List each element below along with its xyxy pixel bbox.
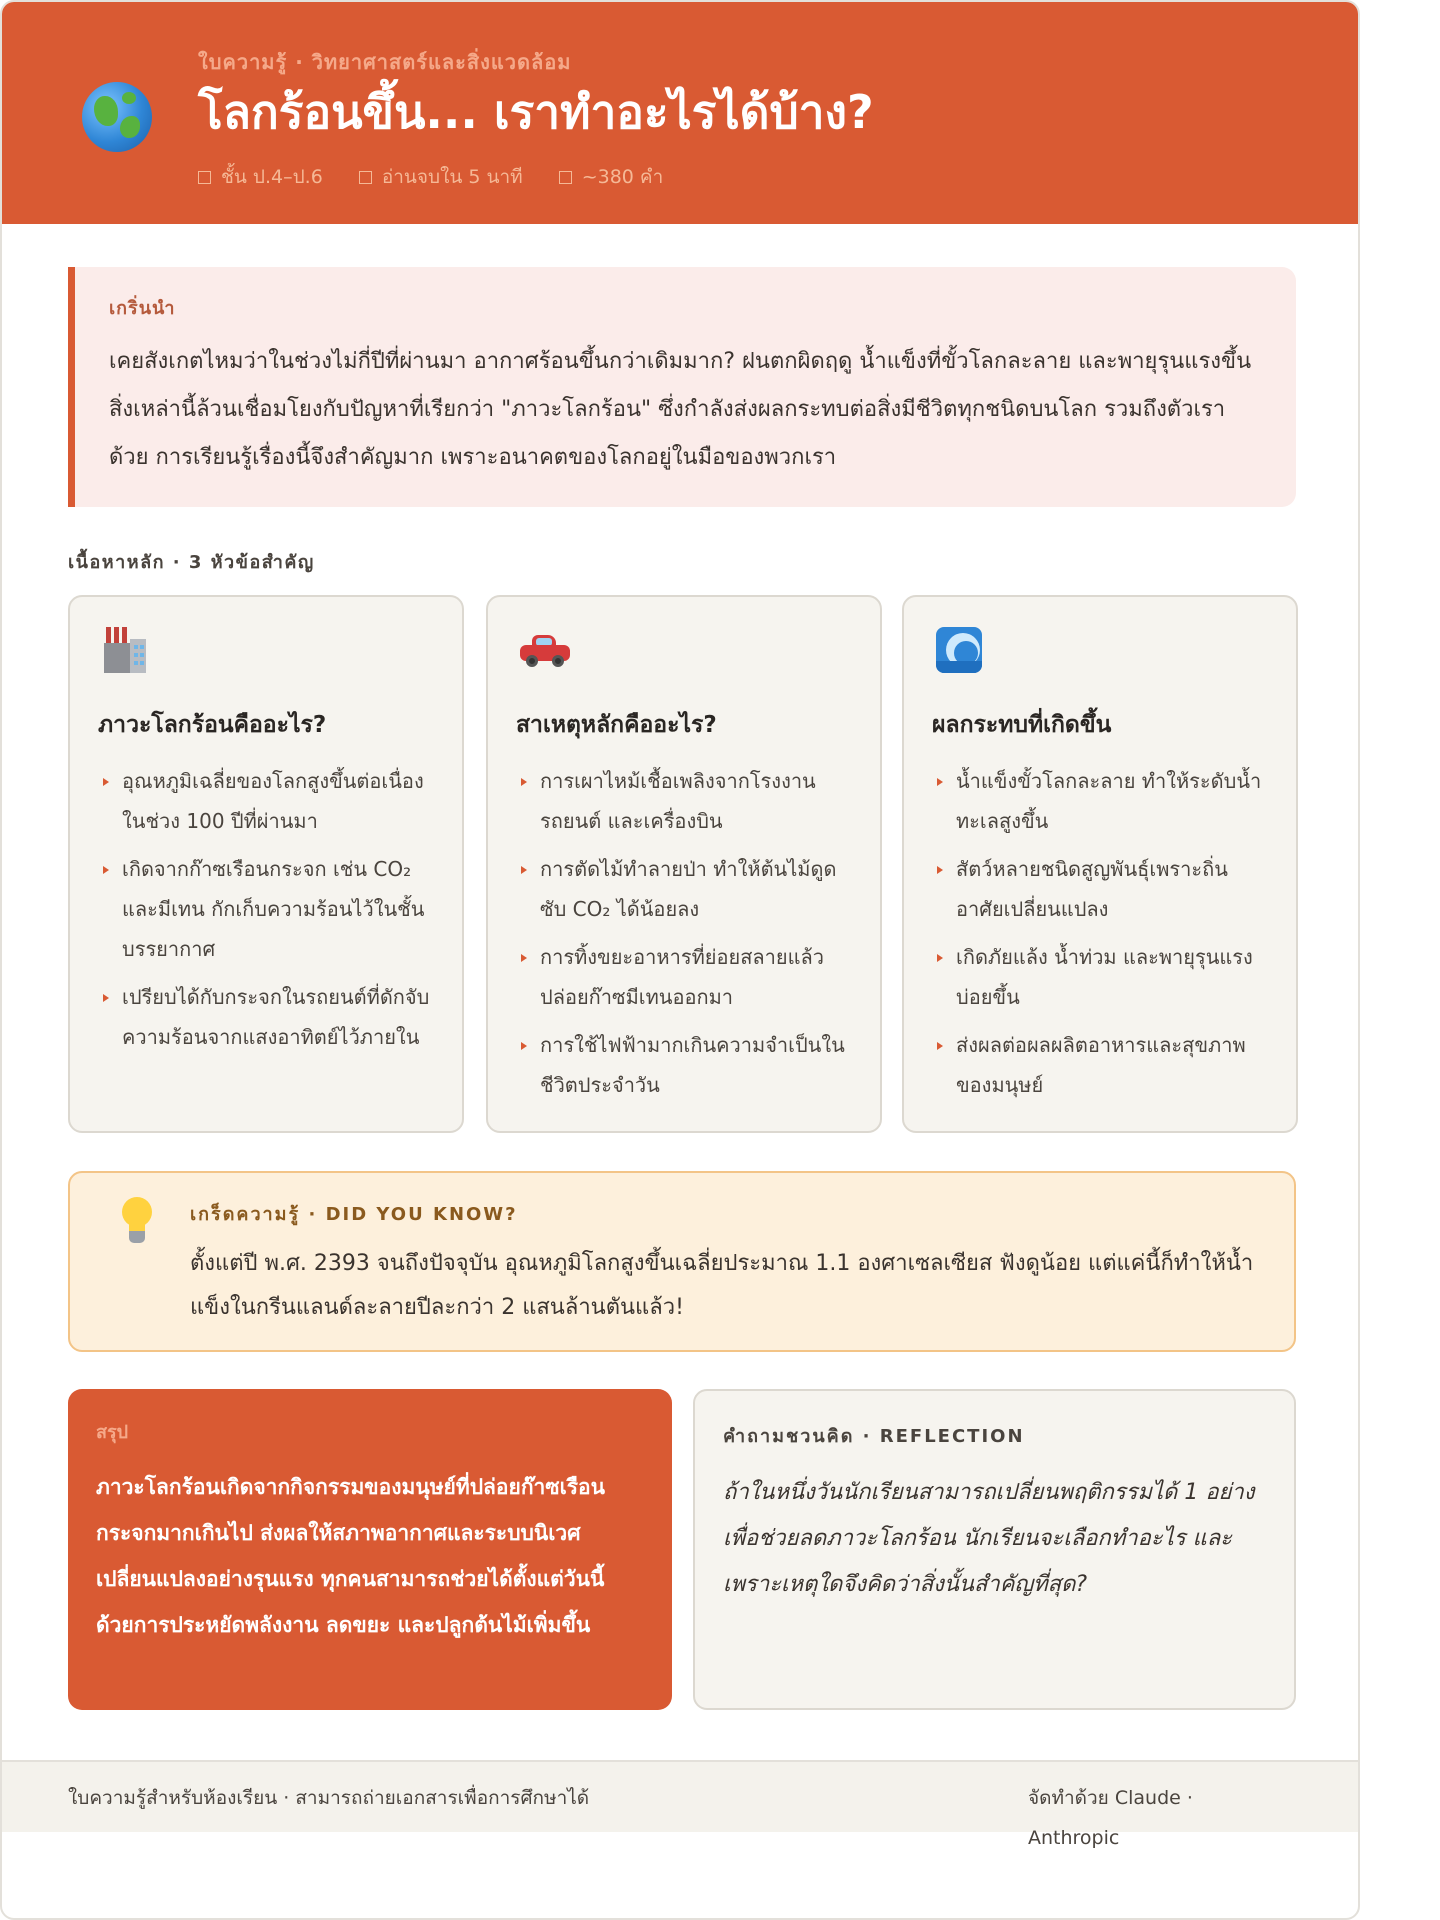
list-item: ส่งผลต่อผลผลิตอาหารและสุขภาพของมนุษย์ bbox=[932, 1025, 1268, 1105]
intro-text: เคยสังเกตไหมว่าในช่วงไม่กี่ปีที่ผ่านมา อากาศร้อนขึ้นกว่าเดิมมาก? ฝนตกผิดฤดู น้ำแข็งที่ขั้วโลกละลาย และพายุรุนแรงขึ้น สิ่งเหล่านี้ล้วนเชื่อมโยงกับปัญหาที่เรียกว่า "ภาวะโลกร้อน" ซึ่งกำลังส่งผลกระทบต่อสิ่งมีชีวิตทุกชนิดบนโลก รวมถึงตัวเราด้วย การเรียนรู้เรื่องนี้จึงสำคัญมาก เพราะอนาคตของโลกอยู่ในมือของพวกเรา bbox=[109, 349, 1252, 470]
reflection-text: ถ้าในหนึ่งวันนักเรียนสามารถเปลี่ยนพฤติกรรมได้ 1 อย่าง เพื่อช่วยลดภาวะโลกร้อน นักเรียนจะเลือกทำอะไร และเพราะเหตุใดจึงคิดว่าสิ่งนั้นสำคัญที่สุด? bbox=[723, 1480, 1255, 1597]
list-item: การตัดไม้ทำลายป่า ทำให้ต้นไม้ดูดซับ CO₂ ได้น้อยลง bbox=[516, 849, 852, 929]
list-item: เปรียบได้กับกระจกในรถยนต์ที่ดักจับความร้อนจากแสงอาทิตย์ไว้ภายใน bbox=[98, 977, 434, 1057]
list-item: สัตว์หลายชนิดสูญพันธุ์เพราะถิ่นอาศัยเปลี่ยนแปลง bbox=[932, 849, 1268, 929]
did-you-know-text: ตั้งแต่ปี พ.ศ. 2393 จนถึงปัจจุบัน อุณหภูมิโลกสูงขึ้นเฉลี่ยประมาณ 1.1 องศาเซลเซียส ฟังดูน้อย แต่แค่นี้ก็ทำให้น้ำแข็งในกรีนแลนด์ละลายปีละกว่า 2 แสนล้านตันแล้ว! bbox=[190, 1251, 1254, 1320]
factory-icon bbox=[102, 627, 148, 673]
box-icon bbox=[359, 171, 372, 184]
card-what-is bbox=[68, 595, 464, 1133]
card-impacts bbox=[902, 595, 1298, 1133]
reflection-label: คำถามชวนคิด · REFLECTION bbox=[723, 1426, 1025, 1447]
summary-label: สรุป bbox=[96, 1422, 129, 1443]
section-label: เนื้อหาหลัก · 3 หัวข้อสำคัญ bbox=[68, 552, 315, 573]
did-you-know-box bbox=[68, 1171, 1296, 1352]
meta-read-time bbox=[359, 162, 523, 192]
meta-word-count-text: ~380 คำ bbox=[581, 166, 664, 188]
list-item: การใช้ไฟฟ้ามากเกินความจำเป็นในชีวิตประจำวัน bbox=[516, 1025, 852, 1105]
box-icon bbox=[198, 171, 211, 184]
summary-text: ภาวะโลกร้อนเกิดจากกิจกรรมของมนุษย์ที่ปล่อยก๊าซเรือนกระจกมากเกินไป ส่งผลให้สภาพอากาศและระบบนิเวศเปลี่ยนแปลงอย่างรุนแรง ทุกคนสามารถช่วยได้ตั้งแต่วันนี้ ด้วยการประหยัดพลังงาน ลดขยะ และปลูกต้นไม้เพิ่มขึ้น bbox=[96, 1475, 606, 1637]
footer bbox=[2, 1760, 1358, 1849]
list-item: เกิดจากก๊าซเรือนกระจก เช่น CO₂ และมีเทน กักเก็บความร้อนไว้ในชั้นบรรยากาศ bbox=[98, 849, 434, 969]
intro-box bbox=[68, 267, 1296, 507]
list-item: อุณหภูมิเฉลี่ยของโลกสูงขึ้นต่อเนื่องในช่วง 100 ปีที่ผ่านมา bbox=[98, 761, 434, 841]
box-icon bbox=[559, 171, 572, 184]
card-causes bbox=[486, 595, 882, 1133]
car-icon bbox=[520, 633, 570, 669]
did-you-know-label: เกร็ดความรู้ · DID YOU KNOW? bbox=[190, 1204, 518, 1225]
header-meta bbox=[198, 162, 663, 192]
meta-read-time-text: อ่านจบใน 5 นาที bbox=[381, 166, 523, 188]
card-list bbox=[98, 761, 434, 1057]
intro-label: เกริ่นนำ bbox=[109, 298, 176, 319]
card-title: ผลกระทบที่เกิดขึ้น bbox=[932, 712, 1112, 738]
card-list bbox=[932, 761, 1268, 1105]
header-banner bbox=[2, 2, 1358, 224]
meta-grade bbox=[198, 162, 323, 192]
meta-word-count bbox=[559, 162, 664, 192]
wave-icon bbox=[936, 627, 982, 673]
card-title: สาเหตุหลักคืออะไร? bbox=[516, 712, 717, 738]
card-title: ภาวะโลกร้อนคืออะไร? bbox=[98, 712, 327, 738]
list-item: เกิดภัยแล้ง น้ำท่วม และพายุรุนแรงบ่อยขึ้น bbox=[932, 937, 1268, 1017]
reflection-box bbox=[693, 1389, 1296, 1710]
page-title: โลกร้อนขึ้น... เราทำอะไรได้บ้าง? bbox=[198, 85, 874, 139]
summary-box bbox=[68, 1389, 672, 1710]
footer-credit: จัดทำด้วย Claude · Anthropic bbox=[1028, 1787, 1193, 1849]
footer-note: ใบความรู้สำหรับห้องเรียน · สามารถถ่ายเอกสารเพื่อการศึกษาได้ bbox=[68, 1787, 590, 1809]
lightbulb-icon bbox=[120, 1197, 154, 1247]
list-item: น้ำแข็งขั้วโลกละลาย ทำให้ระดับน้ำทะเลสูงขึ้น bbox=[932, 761, 1268, 841]
meta-grade-text: ชั้น ป.4–ป.6 bbox=[221, 166, 323, 188]
list-item: การทิ้งขยะอาหารที่ย่อยสลายแล้วปล่อยก๊าซมีเทนออกมา bbox=[516, 937, 852, 1017]
globe-icon bbox=[82, 82, 152, 152]
list-item: การเผาไหม้เชื้อเพลิงจากโรงงาน รถยนต์ และเครื่องบิน bbox=[516, 761, 852, 841]
card-list bbox=[516, 761, 852, 1105]
header-kicker: ใบความรู้ · วิทยาศาสตร์และสิ่งแวดล้อม bbox=[198, 50, 572, 74]
